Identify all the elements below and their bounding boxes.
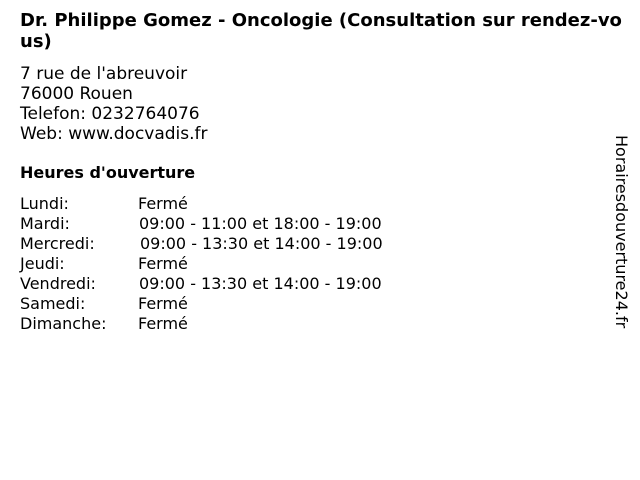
day-label: Dimanche: <box>20 314 107 333</box>
address-street: 7 rue de l'abreuvoir <box>20 64 188 84</box>
day-label: Mardi: <box>20 214 70 233</box>
day-hours: 09:00 - 11:00 et 18:00 - 19:00 <box>139 214 382 233</box>
day-label: Jeudi: <box>20 254 65 273</box>
address-block <box>20 64 208 144</box>
day-label: Vendredi: <box>20 274 96 293</box>
phone-number: Telefon: 0232764076 <box>20 104 200 124</box>
day-hours: Fermé <box>138 294 188 313</box>
day-hours: Fermé <box>138 254 188 273</box>
day-hours: Fermé <box>138 194 188 213</box>
day-label: Samedi: <box>20 294 86 313</box>
day-hours: Fermé <box>138 314 188 333</box>
website: Web: www.docvadis.fr <box>20 124 208 144</box>
address-city: 76000 Rouen <box>20 84 133 104</box>
site-watermark: Horairesdouverture24.fr <box>612 135 631 329</box>
day-label: Lundi: <box>20 194 69 213</box>
day-hours: 09:00 - 13:30 et 14:00 - 19:00 <box>140 234 383 253</box>
day-hours: 09:00 - 13:30 et 14:00 - 19:00 <box>139 274 382 293</box>
hours-heading: Heures d'ouverture <box>20 163 196 182</box>
day-label: Mercredi: <box>20 234 95 253</box>
page-title: Dr. Philippe Gomez - Oncologie (Consultation sur rendez-vous) <box>20 10 622 52</box>
